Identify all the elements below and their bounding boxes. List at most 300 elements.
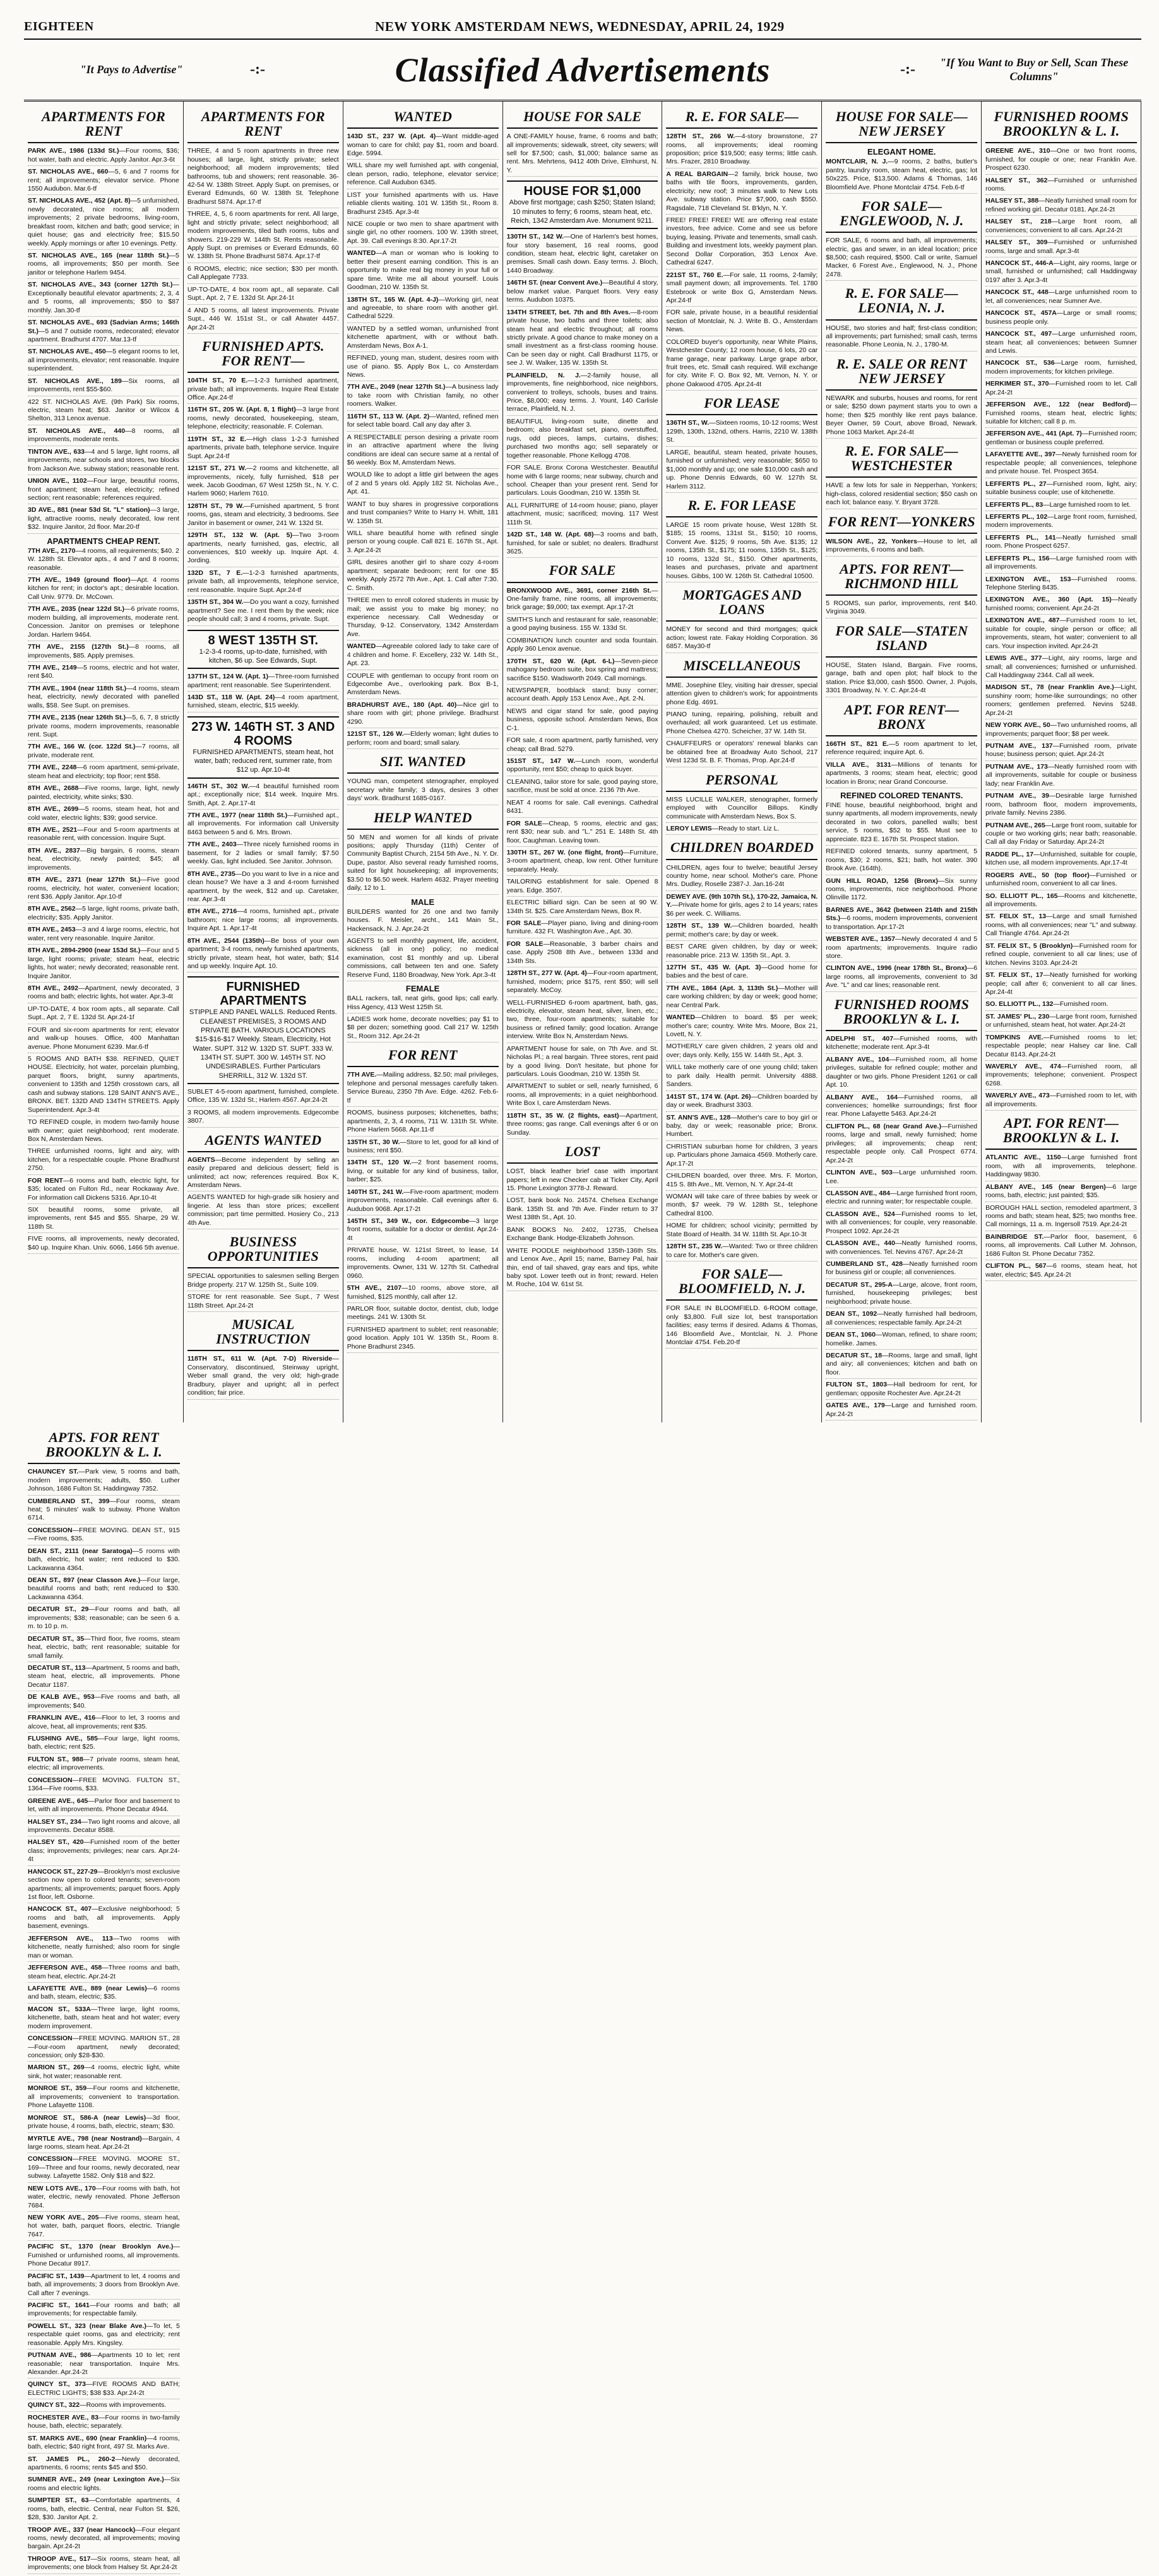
section-title: Classified Advertisements xyxy=(395,50,771,89)
classified-ad: ST. NICHOLAS AVE., 189—Six rooms, all improvements, rent $55-$60. xyxy=(28,377,179,396)
classified-ad: MONTCLAIR, N. J.—9 rooms, 2 baths, butler's pantry, laundry room, steam heat, electric, gas; lot 50x225. Price, $13,500. Adams & Thomas, 146 Bloomfield Ave. Phone Montclair 4754. Feb.6-tf xyxy=(826,158,977,194)
classified-ad: SIX beautiful rooms, some private, all improvements, rent $45 and $55. Sharpe, 29 W. 118th St. xyxy=(28,1206,179,1233)
classified-ad: LARGE 15 room private house, West 128th St. $185; 15 rooms, 131st St., $150; 10 rooms, Convent Ave. $125; 9 rooms, 5th Ave. $135; 12 rooms, 135th St., $175; 11 rooms, 135th St., $125; 10 rooms, 132d St., $150. Other apartments, leases and purchases, private and apartment houses. Gibbs, 100 W. 126th St. Cathedral 10500. xyxy=(666,521,817,582)
classified-ad: ST. NICHOLAS AVE., 693 (Sadvian Arms; 146th St.)—5 and 7 outside rooms, redecorated; elevator apartment. Bradhurst 4707. Mar.13-tf xyxy=(28,319,179,346)
newspaper-page xyxy=(24,19,1141,2572)
classified-ad: PRIVATE house, W. 121st Street, to lease, 14 rooms, including 4-room apartment; all improvements. Owner, 131 W. 127th St. Cathedral 0960. xyxy=(347,1246,499,1282)
classified-ad: REFINED, young man, student, desires room with use of piano. $5. Apply Box L, co Amsterdam News. xyxy=(347,354,499,381)
display-ad-headline: HOUSE FOR $1,000 xyxy=(523,184,641,199)
classified-ad: WELL-FURNISHED 6-room apartment, bath, gas, electricity, elevator, steam heat, silver, linen, etc.; two, three, four-room apartments; suitable for business or refined family; good location. Arrange interview. Write Box N, Amsterdam News. xyxy=(507,999,658,1043)
section-heading: SIT. WANTED xyxy=(347,752,499,774)
classified-ad: 104TH ST., 70 E.—1-2-3 furnished apartment, private bath; all improvements. Inquire Real Estate Office. Apr.24-tf xyxy=(187,377,339,404)
classified-ad: RADDE PL., 17—Unfurnished, suitable for couple, kitchen use, all modern improvements. Apr.17-4t xyxy=(985,851,1137,870)
classified-ad: 136TH ST., W.—Sixteen rooms, 10-12 rooms; West 129th, 130th, 132nd, others. Harris, 2210 W. 138th St. xyxy=(666,419,817,446)
section-heading: FOR RENT—YONKERS xyxy=(826,512,977,534)
classified-ad: CLINTON AVE., 503—Large unfurnished room. Lee. xyxy=(826,1169,977,1188)
classified-ad: WEBSTER AVE., 1357—Newly decorated 4 and 5 room apartments; improvements. Inquire radio store. xyxy=(826,935,977,962)
classified-ad: NEWSPAPER, bootblack stand; busy corner; account death. Apply 153 Lenox Ave., Apt. 2-N. xyxy=(507,687,658,706)
classified-ad: 8TH AVE., 2371 (near 127th St.)—Five good rooms, electricity, hot water, convenient location; rent $36. Apply Janitor. Apr.10-tf xyxy=(28,876,179,903)
classified-ad: HERKIMER ST., 370—Furnished room to let. Call Apr.24-2t xyxy=(985,380,1137,399)
section-heading: R. E. FOR LEASE xyxy=(666,495,817,517)
classified-ad: GREENE AVE., 310—One or two front rooms, furnished, for couple or one; near Franklin Ave. Prospect 6230. xyxy=(985,147,1137,174)
classified-ad: NEW YORK AVE., 205—Five rooms, steam heat, hot water, bath, parquet floors, electric. Triangle 7647. xyxy=(28,2214,180,2241)
column-1 xyxy=(24,102,184,1422)
classified-ad: NEWS and cigar stand for sale, good paying business, opposite school. Amsterdam News, Box C-1. xyxy=(507,707,658,735)
subheading: REFINED COLORED TENANTS. xyxy=(840,791,963,801)
classified-ad: CLIFTON PL., 68 (near Grand Ave.)—Furnished rooms, large and small, newly furnished; home privileges; all improvements; cheap rent; respectable people only. Call Prospect 6774. Apr.24-2t xyxy=(826,1123,977,1167)
classified-ad: BANK BOOKS No. 2402, 12735, Chelsea Exchange Bank. Hodge-Elizabeth Johnson. xyxy=(507,1226,658,1245)
classified-ad: PACIFIC ST., 1641—Four rooms and bath; all improvements; for respectable family. xyxy=(28,2301,180,2320)
classified-ad: ROCHESTER AVE., 83—Four rooms in two-family house, bath, electric; separately. xyxy=(28,2414,180,2433)
classified-ad: ST. FELIX ST., 5 (Brooklyn)—Furnished room for refined couple, convenient to all car lines; use of kitchen. Nevins 3103. Apr.24-2t xyxy=(985,942,1137,969)
classified-ad: 143D ST., 237 W. (Apt. 4)—Want middle-aged woman to care for child; pay $1, room and board. Edge. 5994. xyxy=(347,133,499,160)
classified-ad: 4 AND 5 rooms, all latest improvements. Private Supt., 446 W. 151st St., or call Atwater 4457. Apr.24-2t xyxy=(187,307,339,334)
left-slogan: "It Pays to Advertise" xyxy=(80,62,183,76)
classified-ad: 7TH AVE., 2035 (near 122d St.)—6 private rooms, modern building, all improvements, moderate rent. Concession. Janitor on premises or telephone Jordan. Harlem 9464. xyxy=(28,605,179,641)
classified-ad: TOMPKINS AVE.—Furnished rooms to let; respectable people; near Halsey car line. Call Decatur 8143. Apr.24-2t xyxy=(985,1034,1137,1061)
classified-ad: 134TH STREET, bet. 7th and 8th Aves.—8-room private house, two baths and three toilets; also steam heat and electric throughout; all rooms strictly private. A good chance to make money on a small investment as a first-class rooming house. Can be seen day or night. Call Bradhurst 1175, or see J. W. Walker, 135 W. 135th St. xyxy=(507,309,658,370)
classified-ad: 7TH AVE., 166 W. (cor. 122d St.)—7 rooms, all private, moderate rent. xyxy=(28,743,179,762)
section-heading: FURNISHED ROOMS BROOKLYN & L. I. xyxy=(985,107,1137,143)
display-ad-body: FURNISHED APARTMENTS, steam heat, hot water, bath; reduced rent, summer rate, from $12 up. Apr.10-4t xyxy=(193,748,334,774)
column-6 xyxy=(822,102,982,1422)
classified-ad: LEFFERTS PL., 83—Large furnished room to let. xyxy=(985,501,1137,511)
classified-ad: LAFAYETTE AVE., 397—Newly furnished room for respectable people; all conveniences, telephone and private house. Tel. Prospect 3654. xyxy=(985,451,1137,478)
classified-ad: FOR SALE—Cheap, 5 rooms, electric and gas; rent $30; near sub. and "L." 251 E. 148th St. 4th floor, Caughman. Leaving town. xyxy=(507,820,658,847)
classified-ad: HOUSE, two stories and half; first-class condition; all improvements; part furnished; small cash, terms reasonable. Phone Leonia, N. J., 1780-M. xyxy=(826,324,977,352)
subheading: APARTMENTS CHEAP RENT. xyxy=(47,536,160,546)
classified-ad: 129TH ST., 132 W. (Apt. 5)—Two 3-room apartments, nearly furnished, gas, electric, all conveniences, $10 weekly up. Inquire Apt. 4. Jording. xyxy=(187,531,339,567)
classified-ad: THROOP AVE., 517—Six rooms, steam heat, all improvements; one block from Halsey St. Apr.24-2t xyxy=(28,2555,180,2574)
classified-ad: JEFFERSON AVE., 441 (Apt. 7)—Furnished room; gentleman or business couple preferred. xyxy=(985,430,1137,449)
classified-ad: 8TH AVE., 2544 (135th)—Be boss of your own apartment; 3-4 rooms, newly furnished apartments, strictly private, steam heat, hot water, bath; $14 and up weekly. Inquire Apt. 10. xyxy=(187,937,339,973)
classified-ad: ADELPHI ST., 407—Furnished rooms, with kitchenette; moderate rent. Apr.3-4t xyxy=(826,1035,977,1054)
classified-ad: WANT to buy shares in progressive corporations and trust companies? Write to Harry H. Whitt, 181 W. 135th St. xyxy=(347,500,499,528)
classified-ad: 128TH ST., 235 W.—Wanted: Two or three children to care for. Mother's care given. xyxy=(666,1243,817,1261)
classified-ad: BALL rackers, tall, neat girls, good lips; call early. Hiss Agency, 413 West 125th St. xyxy=(347,995,499,1013)
classified-ad: NEWARK and suburbs, houses and rooms, for rent or sale; $250 down payment starts you to own a home; then $25 monthly like rent pays balance. Beyer Owner, 59 Court, above Broad, Newark. Phone 1063 Market. Apr.24-4t xyxy=(826,394,977,439)
classified-ad: ALBANY AVE., 104—Furnished room, all home privileges, suitable for refined couple; mother and daughter or two girls. Phone President 1261 or call Apt. 10. xyxy=(826,1056,977,1092)
classified-ad: MONEY for second and third mortgages; quick action; lowest rate. Fakay Holding Corporation. 36 6857. May30-tf xyxy=(666,625,817,653)
classified-ad: WAVERLY AVE., 473—Furnished room to let, with all improvements. xyxy=(985,1092,1137,1111)
classified-ad: 137TH ST., 124 W. (Apt. 1)—Three-room furnished apartment; rent reasonable. See Superintendent. xyxy=(187,673,339,692)
classified-ad: HANCOCK ST., 446-A—Light, airy rooms, large or small, furnished or unfurnished; call Haddingway 0197 after 3. Apr.3-4t xyxy=(985,259,1137,287)
classified-ad: 134TH ST., 120 W.—2 front basement rooms, living, or suitable for any kind of business, tailor, barber; $25. xyxy=(347,1159,499,1186)
classified-ad: PUTNAM AVE., 173—Neatly furnished room with all improvements, suitable for couple or business lady; near Franklin Ave. xyxy=(985,763,1137,790)
section-heading: R. E. FOR SALE—LEONIA, N. J. xyxy=(826,283,977,320)
classified-ad: 138TH ST., 165 W. (Apt. 4-J)—Working girl, neat and agreeable, to share room with another girl. Cathedral 5229. xyxy=(347,296,499,323)
classified-ad: HALSEY ST., 362—Furnished or unfurnished rooms. xyxy=(985,177,1137,196)
classified-ad: 7TH AVE., 1864 (Apt. 3, 113th St.)—Mother will care working children; by day or week; good home; near Central Park. xyxy=(666,984,817,1012)
classified-ad: CUMBERLAND ST., 399—Four rooms, steam heat; 5 minutes' walk to subway. Phone Walton 6714. xyxy=(28,1498,180,1525)
classified-ad: TINTON AVE., 633—4 and 5 large, light rooms, all improvements, near schools and stores, two blocks from Jackson Ave. subway station; reasonable rent. xyxy=(28,448,179,475)
classified-ad: ST. JAMES' PL., 230—Large front room, furnished or unfurnished, steam heat, hot water. Apr.24-2t xyxy=(985,1013,1137,1032)
classified-ad: 128TH ST., 277 W. (Apt. 4)—Four-room apartment, furnished, modern; price $175, rent $50; will sell separately. McCoy. xyxy=(507,969,658,996)
classified-ad: VILLA AVE., 3131—Millions of tenants for apartments, 3 rooms; steam heat, electric; good location in Bronx; near Grand Concourse. xyxy=(826,761,977,788)
classified-ad: 8TH AVE., 2562—5 large, light rooms, private bath, electricity; $35. Apply Janitor. xyxy=(28,905,179,924)
classified-ad: UNION AVE., 1102—Four large, beautiful rooms, front apartment; steam heat, electricity; refined section; rent reasonable; references required. xyxy=(28,477,179,504)
classified-ad: 118TH ST., 35 W. (2 flights, east)—Apartment, three rooms; gas range. Call evenings after 6 or on Sunday. xyxy=(507,1112,658,1139)
classified-ad: CLINTON AVE., 1996 (near 178th St., Bronx)—6 large rooms, all improvements, convenient to 3d Ave. "L" and car lines; reasonable rent. xyxy=(826,964,977,991)
classified-ad: ROOMS, business purposes; kitchenettes, baths; apartments, 2, 3, 4 rooms, 711 W. 131th St. White. Phone Harlem 5668. Apr.11-tf xyxy=(347,1109,499,1136)
classified-ad: WHITE POODLE neighborhood 135th-136th Sts. and Lenox Ave., April 15; name, Barney Pal, hair thin, end of tail shaved, gray ears and tips, white baby spot. Lower teeth out in front; reward. Helen M. Roche, 104 W. 61st St. xyxy=(507,1247,658,1291)
classified-ad: FURNISHED apartment to sublet; rent reasonable; good location. Apply 101 W. 135th St., Room 8. Phone Bradhurst 2345. xyxy=(347,1326,499,1353)
classified-ad: DECATUR ST., 35—Third floor, five rooms, steam heat, electric, bath; rent reasonable; suitable for small family. xyxy=(28,1635,180,1662)
classified-ad: DECATUR ST., 18—Rooms, large and small, light and airy; all conveniences; kitchen and bath on floor. xyxy=(826,1352,977,1379)
classified-ad: THREE men to enroll colored students in music by mail; we assist you to make big money; no experience necessary. Call Wednesday or Thursday, 9-12. Conservatory, 1342 Amsterdam Ave. xyxy=(347,596,499,641)
classified-ad: LEXINGTON AVE., 153—Furnished rooms. Telephone Sterling 8435. xyxy=(985,576,1137,594)
classified-ad: HANCOCK ST., 448—Large unfurnished room to let, all conveniences; near Sumner Ave. xyxy=(985,288,1137,307)
column-7 xyxy=(982,102,1141,1422)
classified-ad: SUBLET 4-5-room apartment, furnished, complete. Office, 135 W. 132d St.; Harlem 4567. Apr.24-2t xyxy=(187,1088,339,1107)
classified-ad: GATES AVE., 179—Large and furnished room. Apr.24-2t xyxy=(826,1402,977,1421)
classified-ad: 127TH ST., 435 W. (Apt. 3)—Good home for babies and the best of care. xyxy=(666,964,817,983)
classified-ad: HALSEY ST., 234—Two light rooms and alcove, all improvements. Decatur 8588. xyxy=(28,1818,180,1837)
classified-ad: CHILDREN boarded, over three. Mrs. F. Morton, 415 S. 8th Ave., Mt. Vernon, N. Y. Apr.24-4t xyxy=(666,1172,817,1191)
classified-ad: 7TH AVE.—Mailing address, $2.50; mail privileges, telephone and personal messages carefully taken. Service Bureau, 2350 7th Ave. Edge. 4262. Feb.6-tf xyxy=(347,1071,499,1107)
section-heading: FOR SALE xyxy=(507,560,658,582)
classified-ad: 128TH ST., 79 W.—Furnished apartment, 5 front rooms, gas, steam and electricity, 3 bedrooms. See Janitor in basement or owner, 241 W. 132d St. xyxy=(187,502,339,529)
section-heading: CHILDREN BOARDED xyxy=(666,837,817,860)
section-heading: FOR RENT xyxy=(347,1045,499,1067)
classified-ad: 7TH AVE., 2248—6 room apartment, semi-private, steam heat and electricity; top floor; rent $58. xyxy=(28,764,179,783)
classified-ad: 128TH ST., 139 W.—Children boarded, health permit; mother's care; by day or week. xyxy=(666,922,817,941)
section-heading: FURNISHED APTS. FOR RENT— xyxy=(187,336,339,373)
classified-ad: HALSEY ST., 218—Large front room, all conveniences; convenient to all cars. Apr.24-2t xyxy=(985,218,1137,237)
classified-ad: 119TH ST., 32 E.—High class 1-2-3 furnished apartments, private bath, telephone service. Inquire Supt. Apr.24-tf xyxy=(187,435,339,463)
classified-ad: 7TH AVE., 2149—5 rooms, electric and hot water, rent $40. xyxy=(28,664,179,683)
classified-ad: APARTMENT to sublet or sell, nearly furnished, 6 rooms, all improvements; in a quiet neighborhood. Write Box I, care Amsterdam News. xyxy=(507,1082,658,1109)
section-heading: HELP WANTED xyxy=(347,808,499,830)
display-ad-body: STIPPLE AND PANEL WALLS. Reduced Rents. CLEANEST PREMISES, 3 ROOMS AND PRIVATE BATH. VARIOUS LOCATIONS $15-$16-$17 Weekly. Steam, Electricity, Hot Water. SUPT. 312 W. 132D ST. SUPT. 333 W. 134TH ST. SUPT. 300 W. 145TH ST. NO UNDESIRABLES. Further Particulars SHERRILL, 312 W. 132d ST. xyxy=(189,1008,337,1080)
classified-ad: FOUR and six-room apartments for rent; elevator and walk-up houses. Office, 400 Manhattan avenue. Phone Monument 6239. Mar.6-tf xyxy=(28,1026,179,1053)
classified-ad: DEAN ST., 1060—Woman, refined, to share room; homelike. James. xyxy=(826,1331,977,1350)
section-heading: PERSONAL xyxy=(666,770,817,792)
classified-ad: SUMNER AVE., 249 (near Lexington Ave.)—Six rooms and electric lights. xyxy=(28,2476,180,2495)
classified-ad: SO. ELLIOTT PL., 132—Furnished room. xyxy=(985,1000,1137,1010)
classified-ad: CONCESSION—FREE MOVING. DEAN ST., 915—Five rooms, $35. xyxy=(28,1527,180,1545)
classified-ad: PACIFIC ST., 1439—Apartment to let, 4 rooms and bath, all improvements; 3 doors from Brooklyn Ave. Call after 7 evenings. xyxy=(28,2272,180,2300)
classified-ad: CLEANING, tailor store for sale, good paying store, sacrifice, must be sold at once. 2136 7th Ave. xyxy=(507,778,658,797)
classified-ad: LEWIS AVE., 377—Light, airy rooms, large and small; all conveniences; furnished or unfurnished. Call Haddingway 2344. Call all week. xyxy=(985,654,1137,682)
classified-ad: FULTON ST., 1803—Hall bedroom for rent, for gentleman; opposite Rochester Ave. Apr.24-2t xyxy=(826,1381,977,1400)
newspaper-dateline: NEW YORK AMSTERDAM NEWS, WEDNESDAY, APRIL 24, 1929 xyxy=(375,19,785,34)
classified-ad: GIRL desires another girl to share cozy 4-room apartment; separate bedroom; rent for one $5 weekly. Apply 2572 7th Ave., Apt. 1. Call after 7:30. C. Smith. xyxy=(347,558,499,594)
classified-ad: PARLOR floor, suitable doctor, dentist, club, lodge meetings. 241 W. 130th St. xyxy=(347,1305,499,1324)
classified-ad: 7TH AVE., 2403—Three nicely furnished rooms in basement, for 2 ladies or small family; $7.50 weekly. Gas, light included. See Janitor. Johnson. xyxy=(187,841,339,868)
classified-ad: DECATUR ST., 295-A—Large, alcove, front room, furnished, housekeeping privileges; best neighborhood; private house. xyxy=(826,1281,977,1308)
classified-ad: 5 ROOMS AND BATH $38. REFINED, QUIET HOUSE. Electricity, hot water, porcelain plumbing, parquet floors, bright, sunny apartments, convenient to 135th and 125th crosstown cars, all cash and subway stations. 128 SAINT ANN'S AVE., BRONX. BET. 132D AND 134TH STREETS. Apply Superintendent. Apr.3-4t xyxy=(28,1055,179,1116)
classified-ad: TO REFINED couple, in modern two-family house with owner; quiet neighborhood; rent moderate. Box N, Amsterdam News. xyxy=(28,1118,179,1145)
classified-ad: HANCOCK ST., 536—Large room, furnished, modern improvements; for kitchen privilege. xyxy=(985,359,1137,378)
classified-ad: CLASSON AVE., 524—Furnished rooms to let, with all conveniences; for couple, very reasonable. Prospect 1092. Apr.24-2t xyxy=(826,1210,977,1238)
classified-columns xyxy=(24,102,1141,2572)
classified-ad: CLASSON AVE., 440—Neatly furnished rooms, with conveniences. Tel. Nevins 4767. Apr.24-2t xyxy=(826,1239,977,1258)
classified-ad: LARGE, beautiful, steam heated, private houses, furnished or unfurnished; very reasonable; $650 to $1,000 monthly and up; one sale $10,000 cash and up. Phone Dennis Edwards, 60 W. 127th St. Harlem 3112. xyxy=(666,449,817,493)
section-heading: WANTED xyxy=(347,107,499,129)
classified-ad: 6 ROOMS, electric; nice section; $30 per month. Call Applegate 7733. xyxy=(187,265,339,284)
classified-ad: HALSEY ST., 309—Furnished or unfurnished rooms, large and small. Apr.3-4t xyxy=(985,239,1137,257)
classified-ad: FINE house, beautiful neighborhood, bright and sunny apartments, all modern improvements, newly decorated in two colors, panelled walls; best service, 5 rooms, $52 to $55. Must see to appreciate. 823 E. 167th St. Prospect station. xyxy=(826,801,977,846)
classified-ad: CLIFTON PL., 567—6 rooms, steam heat, hot water, electric; $45. Apr.24-2t xyxy=(985,1262,1137,1281)
classified-ad: LEFFERTS PL., 141—Neatly furnished small room. Phone Prospect 6257. xyxy=(985,534,1137,553)
classified-ad: LEXINGTON AVE., 487—Furnished room to let, suitable for couple, single person or office; all improvements, steam, hot water; convenient to all cars. Your inspection invited. Apr.24-2t xyxy=(985,617,1137,653)
classified-ad: MONROE ST., 359—Four rooms and kitchenette, all improvements; convenient to transportation. Phone Lafayette 1108. xyxy=(28,2084,180,2112)
classified-ad: ST. NICHOLAS AVE., 452 (Apt. 8)—5 unfurnished, newly decorated, nice rooms; all modern improvements; 2 private bedrooms, living-room, breakfast room, kitchen and bath; good service; in quiet house; gas and electricity free; $15.50 weekly. Apply mornings or after 10 evenings. Petty. xyxy=(28,197,179,250)
classified-ad: DE KALB AVE., 953—Five rooms and bath, all improvements; $40. xyxy=(28,1693,180,1712)
classified-ad: WANTED—Agreeable colored lady to take care of 4 children and home. F. Excellery, 232 W. 14th St., Apt. 23. xyxy=(347,642,499,670)
classified-ad: BUILDERS wanted for 26 one and two family houses. F. Meisler, archt., 141 Main St., Hackensack, N. J. Apr.24-2t xyxy=(347,908,499,935)
classified-ad: 7TH AVE., 2049 (near 127th St.)—A business lady to take room with Christian family, no other roomers. Walker. xyxy=(347,383,499,410)
classified-ad: HANCOCK ST., 407—Exclusive neighborhood; 5 rooms and bath, all improvements. Apply basement, evenings. xyxy=(28,1905,180,1932)
classified-ad: LOST, bank book No. 24574. Chelsea Exchange Bank. 135th St. and 7th Ave. Finder return to 37 West 138th St., Apt. 10. xyxy=(507,1196,658,1224)
section-heading: MISCELLANEOUS xyxy=(666,656,817,678)
classified-ad: SPECIAL opportunities to salesmen selling Bergen Bridge property. 217 W. 125th St., Suite 109. xyxy=(187,1272,339,1291)
classified-ad: AGENTS—Become independent by selling an easily prepared and delicious dessert; field is unlimited; act now; references required. Box K, Amsterdam News. xyxy=(187,1156,339,1192)
classified-ad: WOMAN will take care of three babies by week or month, $7 week. 79 W. 128th St., telephone Cathedral 8100. xyxy=(666,1193,817,1220)
classified-ad: WOULD like to adopt a little girl between the ages of 2 and 5 years old. Apply 182 St. Nicholas Ave., Apt. 41. xyxy=(347,471,499,498)
classified-ad: AGENTS to sell monthly payment, life, accident, sickness (all in one) policy; no medical examination, cost $1 monthly and up. Liberal commissions, call between ten and one. Safety Reserve Fund, 1180 Broadway, New York. Apr.3-4t xyxy=(347,937,499,981)
column-8 xyxy=(24,1422,184,2576)
classified-ad: FULTON ST., 988—7 private rooms, steam heat, electric; all improvements. xyxy=(28,1756,180,1775)
classified-ad: 8TH AVE., 2699—5 rooms, steam heat, hot and cold water, electric lights; $39; good service. xyxy=(28,805,179,824)
classified-ad: DEWEY AVE. (9th 107th St.), 170-22, Jamaica, N. Y.—Private home for girls, ages 2 to 14 years; rates $6 per week. C. Williams. xyxy=(666,893,817,920)
column-2 xyxy=(184,102,343,1422)
classified-ad: THREE, 4 and 5 room apartments in three new houses; all large, light, strictly private; select neighborhood; all modern improvements; tiled bathrooms, tub and showers; rent reasonable. 36-42-54 W. 138th Street. Apply Supt. on premises, or Everard Edmunds, 60 W. 138th St. Telephone Bradhurst 5874. Apr.17-tf xyxy=(187,147,339,208)
classified-ad: HALSEY ST., 420—Furnished room of the better class; improvements; privileges; near cars. Apr.24-4t xyxy=(28,1838,180,1865)
classified-ad: 145TH ST., 349 W., cor. Edgecombe—3 large front rooms, suitable for a doctor or dentist. Apr.24-4t xyxy=(347,1217,499,1244)
section-heading: R. E. FOR SALE—WESTCHESTER xyxy=(826,441,977,478)
classified-ad: 143D ST., 118 W. (Apt. 24)—4 room apartment, furnished, steam, electric, $15 weekly. xyxy=(187,694,339,712)
display-ad-body: 1-2-3-4 rooms, up-to-date, furnished, with kitchen, $6 up. See Edwards, Supt. xyxy=(199,647,327,665)
classified-ad: CHILDREN, ages four to twelve; beautiful Jersey country home, near school. Mother's care. Phone Mrs. Dudley, Roselle 2387-J. Jan.16-24t xyxy=(666,864,817,891)
classified-ad: ST. NICHOLAS AVE., 660—5, 6 and 7 rooms for rent; all improvements; elevator service. Phone 1550 Audubon. Mar.6-tf xyxy=(28,168,179,195)
section-heading: APTS. FOR RENT—RICHMOND HILL xyxy=(826,559,977,596)
classified-ad: FOR SALE. Bronx Corona Westchester. Beautiful home with 6 large rooms; near subway, church and school. Cheaper than your present rent. Send for particulars. Louis Goodman, 210 W. 135th St. xyxy=(507,464,658,500)
classified-ad: LADIES work home, decorate novelties; pay $1 to $8 per dozen; something good. Call 217 W. 125th St., Room 312. Apr.24-2t xyxy=(347,1015,499,1043)
classified-ad: CONCESSION—FREE MOVING. MARION ST., 28—Four-room apartment, newly decorated; concession; only $28-$30. xyxy=(28,2035,180,2062)
classified-ad: COUPLE with gentleman to occupy front room on Edgecombe Ave., overlooking park. Box B-1, Amsterdam News. xyxy=(347,672,499,699)
classified-ad: WILL share beautiful home with refined single person or young couple. Call 821 E. 167th St., Apt. 3. Apr.24-2t xyxy=(347,529,499,557)
classified-ad: FOR sale, private house, in a beautiful residential section of Montclair, N. J. Write B. O., Amsterdam News. xyxy=(666,309,817,336)
classified-ad: PLAINFIELD, N. J.—2-family house, all improvements, fine neighborhood, nice neighbors, convenient to trolleys, schools, buses and trains. Price, $8,000; easy terms. J. Yount, 140 Carlisle terrace, Plainfield, N. J. xyxy=(507,372,658,416)
page-number: EIGHTEEN xyxy=(24,20,94,33)
classified-ad: 146TH ST., 302 W.—4 beautiful furnished room apt.; exceptionally nice; $14 week. Inquire Mrs. Smith, Apt. 2. Apr.17-4t xyxy=(187,783,339,810)
classified-ad: REFINED colored tenants, sunny apartment, 5 rooms, $30; 2 rooms, $21; bath, hot water. 390 Brook Ave. (164th). xyxy=(826,848,977,875)
classified-ad: FREE! FREE! FREE! WE are offering real estate investors, free advice. Come and see us before buying, leasing. Private and tenements, small cash. Building and investment lots, weekly payment plan. Second Dollar Corporation, 353 Lenox Ave. Cathedral 6247. xyxy=(666,216,817,269)
classified-ad: ALBANY AVE., 145 (near Bergen)—6 large rooms, bath, electric; just painted; $35. xyxy=(985,1183,1137,1202)
classified-ad: DECATUR ST., 113—Apartment, 5 rooms and bath, steam heat, electric, all improvements. Phone Decatur 1187. xyxy=(28,1664,180,1691)
classified-ad: FOR SALE, 6 rooms and bath, all improvements; electric, gas and sewer, in an ideal location; price $8,500; cash required, $500. Call or write, Samuel Macker, 6 Forest Ave., Englewood, N. J., Phone 2478. xyxy=(826,237,977,281)
classified-ad: WILL take motherly care of one young child; taken to park daily. Health permit. University 4888. Sanders. xyxy=(666,1063,817,1090)
section-heading: R. E. SALE OR RENT NEW JERSEY xyxy=(826,354,977,391)
section-heading: BUSINESS OPPORTUNITIES xyxy=(187,1232,339,1268)
classified-ad: MADISON ST., 78 (near Franklin Ave.)—Light, sunshiny room; home-like surroundings; no other roomers; gentlemen preferred. Nevins 5248. Apr.24-2t xyxy=(985,683,1137,719)
classified-ad: THREE unfurnished rooms, light and airy, with kitchen, for a respectable couple. Phone Bradhurst 2750. xyxy=(28,1147,179,1174)
classified-ad: 7TH AVE., 2135 (near 126th St.)—5, 6, 7, 8 strictly private rooms, modern improvements, reasonable rent. Supt. xyxy=(28,714,179,741)
classified-ad: PARK AVE., 1986 (133d St.)—Four rooms, $36; hot water, bath and electric. Apply Janitor. Apr.3-6t xyxy=(28,147,179,166)
classified-ad: 142D ST., 148 W. (Apt. 68)—3 rooms and bath, furnished, for sale or sublet; no dealers. Bradhurst 3625. xyxy=(507,531,658,558)
display-ad-headline: 273 W. 146TH ST. 3 AND 4 ROOMS xyxy=(191,719,335,748)
classified-ad: 121ST ST., 271 W.—2 rooms and kitchenette, all improvements, nicely, fully furnished, $18 per week. Jacob Goodman, 67 West 125th St., N. Y. C. Harlem 9060; Harlem 7610. xyxy=(187,464,339,500)
classified-ad: LOST, black leather brief case with important papers; left in new Checker cab at Ticker City, April 15. Phone Lexington 3778-J. Reward. xyxy=(507,1167,658,1195)
column-3 xyxy=(343,102,503,1422)
display-ad-headline: FURNISHED APARTMENTS xyxy=(220,980,307,1008)
section-heading: LOST xyxy=(507,1142,658,1164)
classified-ad: ELECTRIC billiard sign. Can be seen at 90 W. 134th St. $25. Care Amsterdam News, Box R. xyxy=(507,899,658,918)
classified-ad: 116TH ST., 205 W. (Apt. 8, 1 flight)—3 large front rooms, newly decorated, housekeeping, steam, telephone, electricity; reasonable. F. Coleman. xyxy=(187,406,339,433)
section-heading: HOUSE FOR SALE—NEW JERSEY xyxy=(826,107,977,143)
classified-ad: 50 MEN and women for all kinds of private positions; apply Thursday (11th) Center of Community Baptist Church, 2154 5th Ave., N. Y. Dr. Dupe, pastor. Also several ready furnished rooms, suited for light housekeeping; all improvements; $3.50 to $6.50 week. Harlem 4632. Prayer meeting daily, 12 to 1. xyxy=(347,834,499,895)
display-ad xyxy=(507,180,658,229)
subheading: FEMALE xyxy=(405,984,440,994)
classified-ad: LEROY LEWIS—Ready to start. Liz L. xyxy=(666,825,817,835)
classified-ad: 422 ST. NICHOLAS AVE. (9th Park) Six rooms, electric, steam heat; $63. Janitor or Wilcox & Shelton, 313 Lenox avenue. xyxy=(28,398,179,425)
classified-ad: JEFFERSON AVE., 113—Two rooms with kitchenette, neatly furnished; also room for single man or woman. xyxy=(28,1935,180,1962)
classified-ad: CONCESSION—FREE MOVING. FULTON ST., 1364—Five rooms, $33. xyxy=(28,1776,180,1795)
display-ad xyxy=(187,630,339,670)
classified-ad: BOROUGH HALL section, remodeled apartment, 3 rooms and bath; steam heat, $25; two months free. Call mornings, 11 a. m. Ingersoll 7519. Apr.24-2t xyxy=(985,1204,1137,1231)
classified-ad: LEXINGTON AVE., 360 (Apt. 15)—Neatly furnished rooms; convenient. Apr.24-2t xyxy=(985,596,1137,615)
classified-ad: DEAN ST., 2111 (near Saratoga)—5 rooms with bath, electric, hot water; rent reduced to $30. Lackawanna 4364. xyxy=(28,1547,180,1575)
classified-ad: JEFFERSON AVE., 122 (near Bedford)—Furnished rooms, steam heat, electric lights; suitable for kitchen; call 8 p. m. xyxy=(985,401,1137,428)
classified-ad: MONROE ST., 586-A (near Lewis)—3d floor, private house, 4 rooms, bath, electric, steam; $30. xyxy=(28,2114,180,2133)
classified-ad: ST. FELIX ST., 17—Neatly furnished for working people; call after 6; convenient to all car lines. Apr.24-4t xyxy=(985,971,1137,998)
classified-ad: ST. ANN'S AVE., 128—Mother's care to boy girl or baby, day or week; reasonable price; Bronx. Humbert. xyxy=(666,1114,817,1141)
classified-ad: CHAUFFEURS or operators' renewal blanks can be obtained free at Broadway Auto School, 217 West 123d St. B. F. Thomas, Prop. Apr.24-tf xyxy=(666,740,817,767)
classified-ad: CHRISTIAN suburban home for children, 3 years up. Particulars phone Jamaica 4569. Motherly care. Apr.17-2t xyxy=(666,1143,817,1170)
classified-ad: ALL FURNITURE of 14-room house; piano, player attachment, music; sacrificed; moving. 117 West 111th St. xyxy=(507,502,658,529)
classified-ad: LEFFERTS PL., 156—Large furnished room with all improvements. xyxy=(985,555,1137,574)
classified-ad: 8TH AVE., 2492—Apartment, newly decorated, 3 rooms and bath; electric lights, hot water. Apr.3-4t xyxy=(28,984,179,1003)
classified-ad: 7TH AVE., 2155 (127th St.)—8 rooms, all improvements, $85. Apply premises. xyxy=(28,643,179,662)
classified-ad: 7TH AVE., 2170—4 rooms, all requirements; $40. 2 W. 128th St. Elevator apts., 4 and 7 and 8 rooms; reasonable. xyxy=(28,547,179,574)
classified-ad: HANCOCK ST., 227-29—Brooklyn's most exclusive section now open to colored tenants; seven-room apartments; all improvements; parquet floors. Apply 1st floor, left. Osborne. xyxy=(28,1868,180,1904)
display-ad-body: Above first mortgage; cash $250; Staten Island; 10 minutes to ferry; 6 rooms, steam heat, etc. Reich, 1342 Amsterdam Ave. Monument 9211. xyxy=(509,199,656,225)
classified-ad: TROOP AVE., 337 (near Hancock)—Four elegant rooms, newly decorated, all improvements; moving bargain. Apr.24-2t xyxy=(28,2526,180,2553)
section-heading: MORTGAGES AND LOANS xyxy=(666,585,817,622)
classified-ad: HAVE a few lots for sale in Nepperhan, Yonkers; high-class, colored residential section; $50 cash on each lot; balance easy. Y. Bryant 3728. xyxy=(826,482,977,509)
section-heading: HOUSE FOR SALE xyxy=(507,107,658,129)
display-ad-headline: 8 WEST 135TH ST. xyxy=(208,633,319,647)
classified-ad: WANTED by a settled woman, unfurnished front kitchenette apartment, with or without bath. Amsterdam News, Box A-1. xyxy=(347,325,499,352)
column-5 xyxy=(662,102,822,1422)
section-heading: MUSICAL INSTRUCTION xyxy=(187,1315,339,1351)
classified-ad: DEAN ST., 897 (near Classon Ave.)—Four large, beautiful rooms and bath; rent reduced to $30. Lackawanna 4364. xyxy=(28,1576,180,1604)
classified-ad: FOR SALE—Player piano, living and dining-room furniture. 432 Ft. Washington Ave., Apt. 30. xyxy=(507,919,658,938)
classified-ad: CUMBERLAND ST., 428—Neatly furnished room for business girl or couple; all conveniences. xyxy=(826,1260,977,1279)
section-heading: FOR SALE—BLOOMFIELD, N. J. xyxy=(666,1264,817,1301)
classified-ad: PUTNAM AVE., 265—Large front room, suitable for couple or two working girls; near bath; reasonable. Call all day Friday or Saturday. Apr.24-2t xyxy=(985,822,1137,849)
classified-ad: PUTNAM AVE., 986—Apartments 10 to let; rent reasonable; near transportation. Inquire Mrs. Alexander. Apr.24-2t xyxy=(28,2351,180,2378)
classified-ad: WILL share my well furnished apt. with congenial, clean person, radio, telephone, elevator service; reference. Call Audubon 6345. xyxy=(347,162,499,189)
classified-ad: ROGERS AVE., 50 (top floor)—Furnished or unfurnished room, convenient to all car lines. xyxy=(985,871,1137,890)
subheading: MALE xyxy=(411,897,435,907)
classified-ad: 5TH AVE., 2107—10 rooms, above store, all furnished, $125 monthly, call after 12. xyxy=(347,1284,499,1303)
classified-ad: WANTED—Children to board. $5 per week; mother's care; country. Write Mrs. Moore, Box 21, Lovett, N. Y. xyxy=(666,1013,817,1041)
classified-ad: HOUSE, Staten Island, Bargain. Five rooms, garage, bath and open plot; half block to the station. Price $3,000, cash $500. Owner, J. Pujols, 3301 Broadway, N. Y. C. Apr.24-4t xyxy=(826,661,977,697)
classified-ad: BAINBRIDGE ST.—Parlor floor, basement, 6 rooms, all improvements. Call Luther M. Johnson, 1686 Fulton St. Phone Decatur 7352. xyxy=(985,1233,1137,1260)
classified-ad: COLORED buyer's opportunity, near White Plains, Westchester County; 12 room house, 6 lots, 20 car frame garage, near parkway. Large grape arbor, fruit trees, etc. Small cash required. Will exchange for city. Write F. O. Box 92, Mt. Vernon, N. Y. or phone Oakwood 4705. Apr.24-4t xyxy=(666,338,817,391)
classified-ad: ST. NICHOLAS AVE., 450—5 elegant rooms to let, all improvements, elevator; rent reasonable. Inquire superintendent. xyxy=(28,348,179,375)
classified-ad: LIST your furnished apartments with us. Have reliable clients waiting. 101 W. 135th St., Room 8. Bradhurst 2345. Apr.3-4t xyxy=(347,191,499,218)
classified-ad: JEFFERSON AVE., 458—Three rooms and bath, steam heat, electric. Apr.24-2t xyxy=(28,1964,180,1983)
classified-ad: ATLANTIC AVE., 1150—Large furnished front room, with all improvements, telephone. Haddingway 9830. xyxy=(985,1154,1137,1181)
left-ornament: -:- xyxy=(250,61,265,78)
classified-ad: ST. NICHOLAS AVE., 343 (corner 127th St.)—Exceptionally beautiful elevator apartments; 2, 3, 4 and 5 rooms, all improvements; $50 to $87 monthly. Jan.30-tf xyxy=(28,281,179,317)
classified-ad: 8TH AVE., 2894-2900 (near 153d St.)—Four and 5 large, light rooms; private; steam heat, electric lights, hot water; newly decorated; reasonable rent. Inquire Janitor. xyxy=(28,947,179,983)
classified-ad: MACON ST., 533A—Three large, light rooms, kitchenette, bath, steam heat and hot water; every modern improvement. xyxy=(28,2006,180,2033)
classified-ad: 8TH AVE., 2521—Four and 5-room apartments at reasonable rent, with concession. Inquire Supt. xyxy=(28,826,179,845)
classified-ad: BEAUTIFUL living-room suite, dinette and bedroom; also breakfast set, piano, overstuffed, rugs, odd pieces, lamps, curtains, dishes; purchased two months ago; sell separately or together reasonable. Phone Kellogg 4708. xyxy=(507,418,658,462)
classified-ad: FOR SALE IN BLOOMFIELD. 6-ROOM cottage, only $3,800. Full size lot, best transportation facilities; easy terms if desired. Adams & Thomas, 146 Bloomfield Ave., Montclair, N. J. Phone Montclair 4754. Feb.20-tf xyxy=(666,1304,817,1349)
classified-ad: 170TH ST., 620 W. (Apt. 6-L)—Seven-piece mahogany bedroom suite, box spring and mattress; sacrifice $150. Wadsworth 2049. Call mornings. xyxy=(507,658,658,685)
section-banner xyxy=(24,40,1141,102)
classified-ad: 8TH AVE., 2688—Five rooms, large, light, newly painted, electricity, white sinks; $30. xyxy=(28,784,179,803)
classified-ad: FIVE rooms, all improvements, newly decorated, $40 up. Inquire Khan. Univ. 6066, 1466 5th avenue. xyxy=(28,1235,179,1254)
classified-ad: 3 ROOMS, all modern improvements. Edgecombe 3807. xyxy=(187,1109,339,1128)
display-ad xyxy=(187,976,339,1084)
classified-ad: FLUSHING AVE., 585—Four large, light rooms, bath, electric; rent $25. xyxy=(28,1735,180,1754)
section-heading: APT. FOR RENT—BROOKLYN & L. I. xyxy=(985,1113,1137,1150)
classified-ad: MISS LUCILLE WALKER, stenographer, formerly employed with Councillor Billops. Kindly communicate with Amsterdam News, Box S. xyxy=(666,796,817,823)
classified-ad: NEW LOTS AVE., 170—Four rooms with bath, hot water, electric, newly renovated. Phone Jefferson 7684. xyxy=(28,2185,180,2212)
classified-ad: TAILORING establishment for sale. Opened 8 years. Edge. 3507. xyxy=(507,878,658,897)
classified-ad: HOME for children; school vicinity; permitted by State Board of Health. 34 W. 118th St. Apr.10-3t xyxy=(666,1222,817,1241)
classified-ad: WILSON AVE., 22, Yonkers—House to let, all improvements, 6 rooms and bath. xyxy=(826,538,977,557)
column-4 xyxy=(503,102,663,1422)
section-heading: APTS. FOR RENT BROOKLYN & L. I. xyxy=(28,1427,180,1464)
classified-ad: 135TH ST., 304 W.—Do you want a cozy, furnished apartment? See me. I rent them by the week; nice people should call; 3 and 4 rooms, private. Supt. xyxy=(187,598,339,625)
classified-ad: BEST CARE given children, by day or week; reasonable price. 213 W. 135th St., Apt. 3. xyxy=(666,943,817,962)
section-heading: FOR LEASE xyxy=(666,393,817,415)
classified-ad: COMBINATION lunch counter and soda fountain. Apply 360 Lenox avenue. xyxy=(507,637,658,656)
classified-ad: POWELL ST., 323 (near Blake Ave.)—To let, 5 respectable quiet rooms, gas and electricity; rent reasonable. Apply Mrs. Kingsley. xyxy=(28,2322,180,2349)
classified-ad: GUN HILL ROAD, 1256 (Bronx)—Six sunny rooms, improvements, nice neighborhood. Phone Olinville 1172. xyxy=(826,877,977,904)
section-heading: FOR SALE—STATEN ISLAND xyxy=(826,621,977,658)
classified-ad: 7TH AVE., 1949 (ground floor)—Apt. 4 rooms kitchen for rent; in doctor's apt.; desirable location. Call Univ. 9779. Dr. McCown. xyxy=(28,576,179,603)
right-slogan: "If You Want to Buy or Sell, Scan These Columns" xyxy=(939,56,1129,83)
section-heading: AGENTS WANTED xyxy=(187,1130,339,1152)
classified-ad: QUINCY ST., 373—FIVE ROOMS AND BATH; ELECTRIC LIGHTS; $38 $33. Apr.24-2t xyxy=(28,2380,180,2399)
classified-ad: THREE, 4, 5, 6 room apartments for rent. All large, light and strictly private; select neighborhood; all modern improvements, tiled bath rooms, tubs and showers. 219-229 W. 144th St. Rents reasonable. Apply Supt. on premises or Everard Edmunds, 60 W. 138th St. Phone Bradhurst 5874. Apr.17-tf xyxy=(187,210,339,263)
section-heading: APARTMENTS FOR RENT xyxy=(28,107,179,143)
classified-ad: ST. NICHOLAS AVE., 440—8 rooms, all improvements, moderate rents. xyxy=(28,427,179,446)
right-ornament: -:- xyxy=(900,61,915,78)
classified-ad: UP-TO-DATE, 4 box room apt., all separate. Call Supt., Apt. 2, 7 E. 132d St. Apr.24-1t xyxy=(187,286,339,305)
classified-ad: APARTMENT house for sale, on 7th Ave. and St. Nicholas Pl.; a real bargain. Three stores, rent paid by a good living. Don't hesitate, but phone for particulars. Louis Goodman, 210 W. 135th St. xyxy=(507,1045,658,1081)
classified-ad: 128TH ST., 266 W.—4-story brownstone, 27 rooms, all improvements; ideal rooming proposition; price $19,500; easy terms; little cash. Mrs. Frazer, 2810 Broadway. xyxy=(666,133,817,168)
classified-ad: LEFFERTS PL., 27—Furnished room, light, airy; suitable business couple; use of kitchenette. xyxy=(985,480,1137,499)
classified-ad: 141ST ST., 174 W. (Apt. 26)—Children boarded by day or week. Bradhurst 3303. xyxy=(666,1093,817,1112)
classified-ad: 151ST ST., 147 W.—Lunch room, wonderful opportunity, rent $50; cheap to quick buyer. xyxy=(507,757,658,776)
classified-ad: HANCOCK ST., 457A—Large or small rooms; business people only. xyxy=(985,309,1137,328)
classified-ad: MYRTLE AVE., 798 (near Nostrand)—Bargain, 4 large rooms, steam heat. Apr.24-2t xyxy=(28,2135,180,2154)
classified-ad: 8TH AVE., 2453—3 and 4 large rooms, electric, hot water, rent very reasonable. Inquire Janitor. xyxy=(28,926,179,945)
classified-ad: BARNES AVE., 3642 (between 214th and 215th Sts.)—6 rooms, modern improvements, convenient to transportation. Apr.17-2t xyxy=(826,906,977,933)
classified-ad: SMITH'S lunch and restaurant for sale, reasonable; a good paying business. 155 W. 133d St. xyxy=(507,616,658,635)
classified-ad: A ONE-FAMILY house, frame, 6 rooms and bath; all improvements; sidewalk, street, city sewers; will sell for $7,500; cash, $1,000; balance same as rent. Mrs. Mehrtens, 9412 40th Drive, Elmhurst, N. Y. xyxy=(507,133,658,177)
classified-ad: STORE for rent reasonable. See Supt., 7 West 118th Street. Apr.24-2t xyxy=(187,1293,339,1312)
classified-ad: A RESPECTABLE person desiring a private room in an attractive apartment where the living conditions are ideal can secure same at a rental of $6 weekly. Box M, Amsterdam News. xyxy=(347,434,499,470)
classified-ad: NEW YORK AVE., 50—Two unfurnished rooms, all improvements; parquet floor; $8 per week. xyxy=(985,721,1137,740)
classified-ad: NEAT 4 rooms for sale. Call evenings. Cathedral 8431. xyxy=(507,799,658,818)
classified-ad: ST. MARKS AVE., 690 (near Franklin)—4 rooms, bath, electric; $40 right front, 497 St. Marks Ave. xyxy=(28,2435,180,2454)
classified-ad: DEAN ST., 1092—Neatly furnished hall bedroom, all conveniences; respectable family. Apr.24-2t xyxy=(826,1310,977,1329)
classified-ad: PIANO tuning, repairing, polishing, rebuilt and overhauled; all work guaranteed. Let us estimate. Phone Chelsea 4270. Scheicher, 37 W. 14th St. xyxy=(666,711,817,738)
classified-ad: 5 ROOMS, sun parlor, improvements, rent $40. Virginia 3049. xyxy=(826,600,977,618)
section-heading: APT. FOR RENT—BRONX xyxy=(826,700,977,736)
